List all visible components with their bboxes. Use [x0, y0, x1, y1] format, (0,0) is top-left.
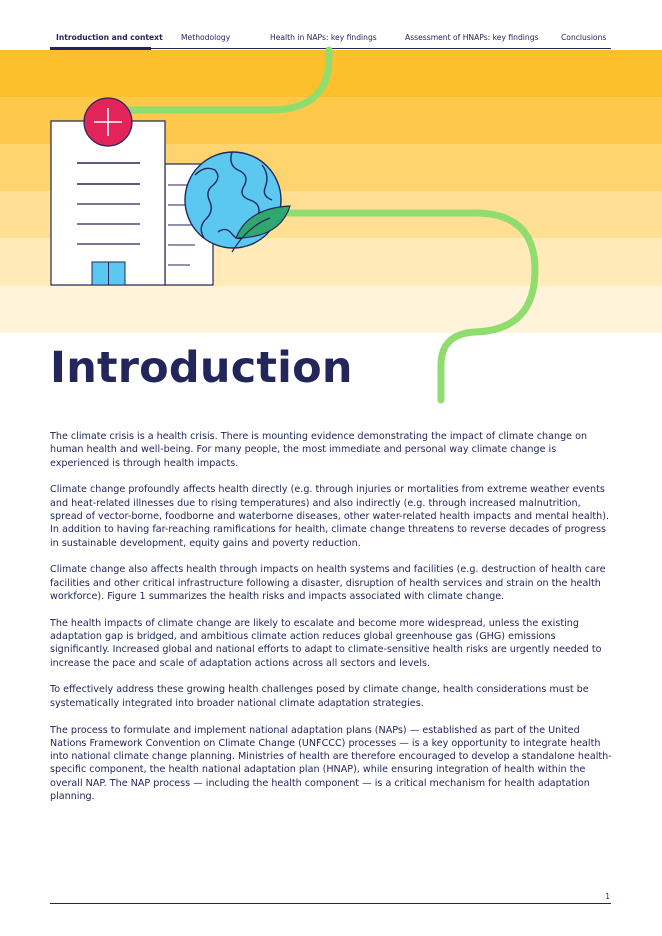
- paragraph: Climate change profoundly affects health directly (e.g. through injuries or mortalities from extreme weather events and heat-related illnesses due to rising temperatures) and also indirectly (e.g. through increased malnutrition, spread of vector-borne, foodborne and waterborne diseases, other water-related health impacts and mental health). In addition to having far-reaching ramifications for health, climate change threatens to reverse decades of progress in sustainable development, equity gains and poverty reduction.: [50, 484, 610, 549]
- body-text: [50, 430, 612, 817]
- footer-divider: [50, 903, 611, 904]
- paragraph: Climate change also affects health through impacts on health systems and facilities (e.g. destruction of health care facilities and other critical infrastructure following a disaster, disruption of health services and strain on the health workforce). Figure 1 summarizes the health risks and impacts associated with climate change.: [50, 564, 606, 602]
- paragraph: The climate crisis is a health crisis. There is mounting evidence demonstrating the impact of climate change on human health and well-being. For many people, the most immediate and personal way climate change is experienced is through health impacts.: [50, 431, 588, 469]
- nav-tab-conclusions[interactable]: Conclusions: [561, 33, 607, 42]
- nav-tab-assessment-of-hnaps[interactable]: Assessment of HNAPs: key findings: [405, 33, 539, 42]
- paragraph: The process to formulate and implement national adaptation plans (NAPs) — established as part of the United Nations Framework Convention on Climate Change (UNFCCC) processes — is a key opportunity to integrate health into national climate change planning. Ministries of health are therefore encouraged to develop a standalone health-specific component, the health national adaptation plan (HNAP), while ensuring integration of health within the overall NAP. The NAP process — including the health component — is a critical mechanism for health adaptation planning.: [50, 724, 612, 803]
- nav-tab-methodology[interactable]: Methodology: [181, 33, 231, 42]
- paragraph: To effectively address these growing health challenges posed by climate change, health considerations must be systematically integrated into broader national climate adaptation strategies.: [50, 684, 589, 709]
- nav-tab-health-in-naps[interactable]: Health in NAPs: key findings: [270, 33, 377, 42]
- globe-icon: [185, 152, 281, 248]
- page-number: 1: [605, 892, 610, 901]
- paragraph: The health impacts of climate change are likely to escalate and become more widespread, unless the existing adaptation gap is bridged, and ambitious climate action reduces global greenhouse gas (GHG) emissions significantly. Increased global and national efforts to adapt to climate-sensitive health risks are urgently needed to increase the pace and scale of adaptation actions across all sectors and levels.: [50, 617, 602, 669]
- page-title: Introduction: [50, 343, 353, 393]
- nav-tab-introduction[interactable]: Introduction and context: [56, 33, 163, 42]
- winding-path: [100, 50, 329, 110]
- medical-cross-icon: [84, 98, 132, 146]
